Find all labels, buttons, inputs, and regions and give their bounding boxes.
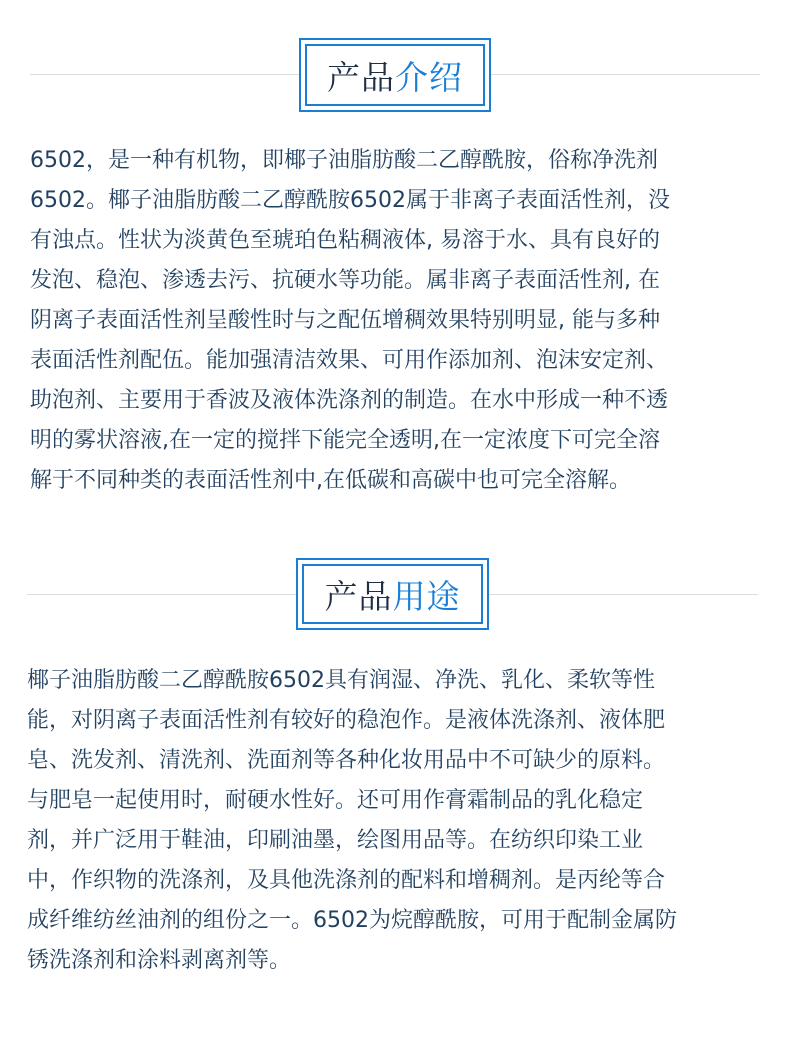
intro-paragraph	[30, 141, 670, 501]
usage-title-dark: 产品	[324, 576, 393, 616]
intro-line: 6502，是一种有机物，即椰子油脂肪酸二乙醇酰胺，俗称净洗剂	[30, 148, 658, 173]
usage-paragraph	[27, 661, 677, 981]
intro-line: 发泡、稳泡、渗透去污、抗硬水等功能。属非离子表面活性剂, 在	[30, 268, 660, 293]
usage-title-box	[296, 558, 489, 630]
usage-line: 中，作织物的洗涤剂，及具他洗涤剂的配料和增稠剂。是丙纶等合	[27, 868, 666, 893]
intro-section	[0, 38, 790, 112]
intro-line: 解于不同种类的表面活性剂中,在低碳和高碳中也可完全溶解。	[30, 468, 631, 493]
usage-line: 皂、洗发剂、清洗剂、洗面剂等各种化妆用品中不可缺少的原料。	[27, 748, 666, 773]
usage-line: 与肥皂一起使用时，耐硬水性好。还可用作膏霜制品的乳化稳定	[27, 788, 644, 813]
intro-title-box	[299, 38, 491, 112]
intro-line: 表面活性剂配伍。能加强清洁效果、可用作添加剂、泡沫安定剂、	[30, 348, 669, 373]
intro-title-blue: 介绍	[395, 57, 463, 97]
usage-line: 椰子油脂肪酸二乙醇酰胺6502具有润湿、净洗、乳化、柔软等性	[27, 668, 655, 693]
intro-line: 助泡剂、主要用于香波及液体洗涤剂的制造。在水中形成一种不透	[30, 388, 669, 413]
intro-line: 6502。椰子油脂肪酸二乙醇酰胺6502属于非离子表面活性剂，没	[30, 188, 670, 213]
intro-heading	[0, 38, 790, 112]
usage-line: 锈洗涤剂和涂料剥离剂等。	[27, 948, 292, 973]
usage-line: 能，对阴离子表面活性剂有较好的稳泡作。是液体洗涤剂、液体肥	[27, 708, 666, 733]
usage-heading	[0, 558, 790, 632]
intro-line: 明的雾状溶液,在一定的搅拌下能完全透明,在一定浓度下可完全溶	[30, 428, 660, 453]
usage-section	[0, 558, 790, 632]
intro-line: 阴离子表面活性剂呈酸性时与之配伍增稠效果特别明显, 能与多种	[30, 308, 660, 333]
usage-title-blue: 用途	[392, 576, 461, 616]
usage-line: 成纤维纺丝油剂的组份之一。6502为烷醇酰胺，可用于配制金属防	[27, 908, 677, 933]
usage-line: 剂，并广泛用于鞋油，印刷油墨，绘图用品等。在纺织印染工业	[27, 828, 644, 853]
intro-title-dark: 产品	[327, 57, 395, 97]
intro-line: 有浊点。性状为淡黄色至琥珀色粘稠液体, 易溶于水、具有良好的	[30, 228, 660, 253]
